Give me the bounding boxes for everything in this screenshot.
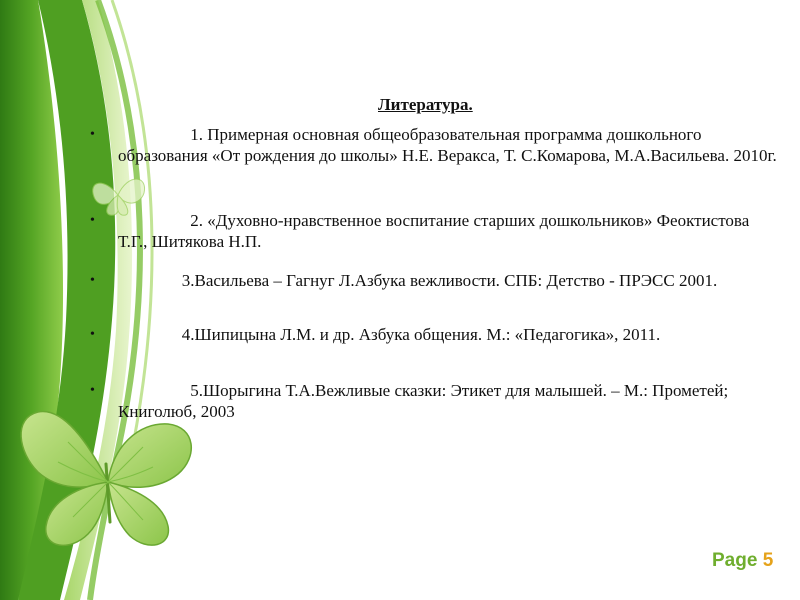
page-number-label: [712, 550, 773, 572]
list-item: [90, 380, 778, 422]
list-item: [90, 124, 778, 166]
bullet-icon: •: [90, 383, 95, 398]
bullet-icon: •: [90, 273, 95, 288]
bullet-icon: •: [90, 327, 95, 342]
page-number: 5: [762, 550, 774, 571]
bullet-icon: •: [90, 213, 95, 228]
list-item-text: 2. «Духовно-нравственное воспитание старших дошкольников» Феоктистова Т.Г., Шитякова Н.П.: [118, 211, 750, 251]
list-item-text: 1. Примерная основная общеобразовательная программа дошкольного образования «От рождения до школы» Н.Е. Веракса, Т. С.Комарова, М.А.Васильева. 2010г.: [118, 125, 777, 165]
bullet-icon: •: [90, 127, 95, 142]
list-item-text: 5.Шорыгина Т.А.Вежливые сказки: Этикет для малышей. – М.: Прометей; Книголюб, 2003: [118, 381, 729, 421]
list-item: [90, 324, 778, 345]
list-item: [90, 270, 778, 291]
list-item: [90, 210, 778, 252]
slide-title: Литература.: [378, 95, 473, 114]
list-item-text: 3.Васильева – Гагнуг Л.Азбука вежливости. СПБ: Детство - ПРЭСС 2001.: [118, 271, 718, 290]
page-word: Page: [712, 550, 758, 571]
list-item-text: 4.Шипицына Л.М. и др. Азбука общения. М.: «Педагогика», 2011.: [118, 325, 661, 344]
